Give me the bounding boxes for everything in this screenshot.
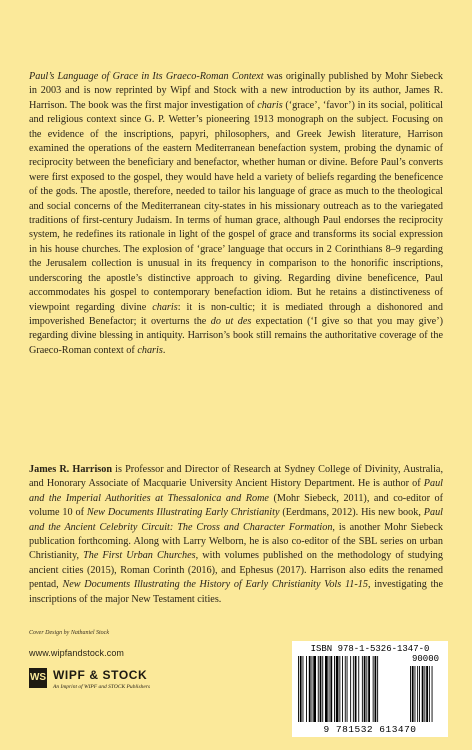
barcode-addon-bar — [426, 666, 428, 722]
barcode-bar — [345, 656, 346, 722]
barcode-bar — [334, 656, 335, 722]
bio-text: is Professor and Director of Research at Sydney College of Divinity, Australia, and Honorary Associate of Macquarie University Ancient History Department. He is author of — [29, 464, 443, 490]
barcode-bar — [322, 656, 323, 722]
barcode-bar — [303, 656, 304, 722]
book-reference: New Documents Illustrating the History of Early Christianity Vols 11-15 — [62, 579, 368, 591]
barcode-bar — [306, 656, 307, 722]
bio-text: , is another Mohr Siebeck publication forthcoming. Along with Larry Welborn, he is also co-editor of the SBL series on urban Christianity, — [29, 521, 443, 562]
description-text: . — [162, 344, 166, 356]
barcode-bar — [377, 656, 378, 722]
barcode-bar — [347, 656, 348, 722]
bio-text: , investigating the inscriptions of the major New Testament cities. — [29, 579, 444, 605]
barcode-addon-bar — [415, 666, 416, 722]
barcode-bar — [368, 656, 370, 722]
barcode-bar — [312, 656, 313, 722]
barcode-addon-bar — [422, 666, 424, 722]
term-charis: charis — [152, 301, 178, 313]
term-charis: charis — [137, 344, 163, 356]
isbn-label — [292, 644, 448, 654]
barcode-bar — [350, 656, 351, 722]
publisher-imprint: An Imprint of WIPF and STOCK Publishers — [53, 684, 151, 690]
book-reference: Paul and the Imperial Authorities at Thessalonica and Rome — [29, 478, 443, 504]
barcode-addon-bar — [417, 666, 418, 722]
barcode-addon-bar — [410, 666, 411, 722]
barcode-bar — [336, 656, 339, 722]
barcode-bar — [373, 656, 374, 722]
author-bio — [29, 463, 443, 607]
barcode-bar — [320, 656, 322, 722]
barcode-bar — [329, 656, 330, 722]
barcode-bar — [362, 656, 363, 722]
barcode-bar — [342, 656, 343, 722]
barcode-bar — [318, 656, 319, 722]
barcode-addon-bar — [429, 666, 430, 722]
barcode-bar — [366, 656, 367, 722]
book-reference: Paul and the Ancient Celebrity Circuit: The Cross and Character Formation — [29, 507, 443, 533]
price-code: 90000 — [412, 654, 440, 664]
barcode-addon-bar — [419, 666, 420, 722]
publisher-logo-icon: WS — [29, 668, 47, 688]
description-text: expectation (‘I give so that you may give’) regarding divine blessing in antiquity. Harrison’s book still remains the authoritative coverage of the Graeco-Roman context of — [29, 315, 443, 356]
term-charis: charis — [257, 99, 283, 111]
barcode-bar — [375, 656, 377, 722]
cover-design-credit: Cover Design by Nathaniel Stock — [29, 630, 109, 636]
barcode-bar — [353, 656, 354, 722]
barcode-bar — [358, 656, 359, 722]
term-do-ut-des: do ut des — [210, 315, 252, 327]
author-name: James R. Harrison — [29, 464, 113, 475]
book-reference: The First Urban Churches — [83, 550, 196, 562]
barcode-bar — [325, 656, 328, 722]
barcode-bars — [298, 656, 442, 722]
book-description — [29, 70, 443, 358]
barcode-bar — [339, 656, 340, 722]
book-title: Paul’s Language of Grace in Its Graeco-Roman Context — [29, 71, 264, 82]
publisher-name: WIPF & STOCK — [53, 668, 148, 682]
description-text: was originally published by Mohr Siebeck in 2003 and is now reprinted by Wipf and Stock with a new introduction by its author, James R. Harrison. The book was the first major investigation of — [29, 71, 443, 111]
barcode-bar — [330, 656, 332, 722]
barcode-addon-bar — [412, 666, 414, 722]
bio-text: (Eerdmans, 2012). His new book, — [279, 507, 424, 519]
barcode-addon-bar — [424, 666, 425, 722]
barcode-bar — [355, 656, 357, 722]
barcode-bar — [300, 656, 302, 722]
description-text: (‘grace’, ‘favor’) in its social, political and religious context since G. P. Wetter’s pioneering 1913 monograph on the subject. Focusing on the evidence of the inscriptions, papyri, philosophers, and Greek Jewish literature, Harrison examined the operations of the eastern Mediterranean benefaction system, probing the dynamic of reciprocity between the beneficiary and benefactor, whether human or divine. Before Paul’s converts were first exposed to the gospel, they would have held a variety of beliefs regarding the beneficence of the gods. The apostle, therefore, needed to tailor his language of grace as much to the theological and social concerns of the Mediterranean city-states in his missionary outreach as to the variegated traditions of first-century Judaism. In terms of human grace, although Paul endorses the reciprocity system, he redefines its rationale in light of the gospel of grace and transforms its social expression in his house churches. The explosion of ‘grace’ language that occurs in 2 Corinthians 8–9 regarding the Jerusalem collection is unusual in its frequency in comparison to the honorific inscriptions, underscoring the apostle’s distinctive approach to giving. Regarding divine beneficence, Paul accommodates his gospel to contemporary benefaction idiom. But he retains a distinctiveness of viewpoint regarding divine — [29, 99, 443, 313]
barcode-addon-bar — [432, 666, 433, 722]
bio-text: , with volumes published on the methodology of studying ancient cities (2015), Roman Corinth (2016), and Ephesus (2017). Harrison also edits the renamed pentad, — [29, 550, 443, 591]
bio-text: (Mohr Siebeck, 2011), and co-editor of volume 10 of — [29, 492, 443, 519]
isbn-number: ISBN 978-1-5326-1347-0 — [310, 644, 430, 654]
barcode-bar — [364, 656, 366, 722]
book-reference: New Documents Illustrating Early Christianity — [86, 507, 280, 519]
publisher-website: www.wipfandstock.com — [29, 648, 125, 658]
barcode-bar — [298, 656, 299, 722]
barcode-bar — [309, 656, 311, 722]
barcode-bar — [313, 656, 316, 722]
description-text: : it is non-cultic; it is mediated through a dishonored and impoverished Benefactor; it overturns the — [29, 301, 443, 327]
barcode-digits: 9 781532 613470 — [323, 724, 417, 735]
